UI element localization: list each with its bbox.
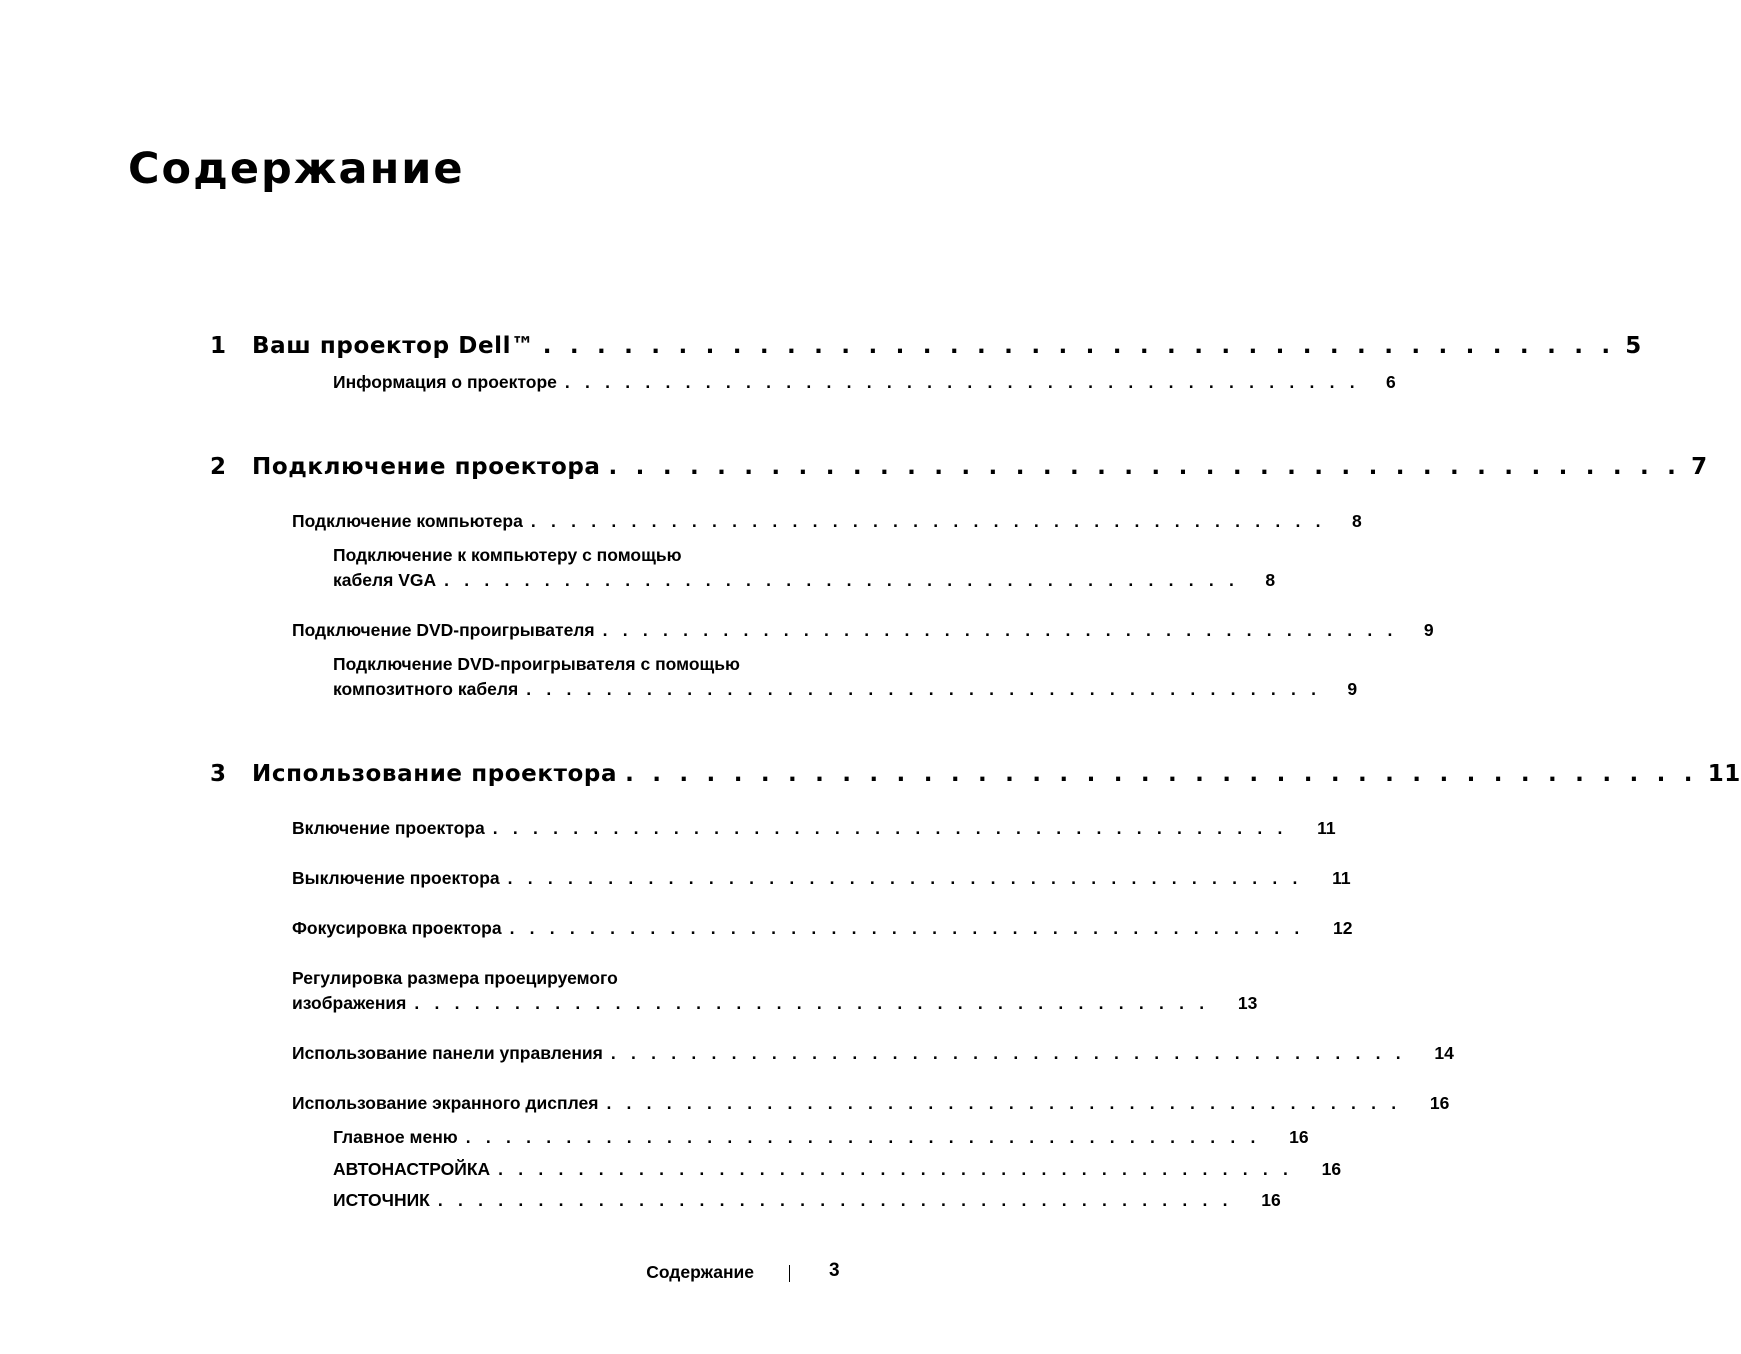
entry-page-number: 9 — [1423, 620, 1434, 640]
entry-page-number: 13 — [1237, 993, 1258, 1013]
entry-title: композитного кабеля — [333, 679, 519, 699]
entry-title: Информация о проекторе — [333, 372, 557, 392]
leader-dots: . . . . . . . . . . . . . . . . . . . . . . . . . . . . . . . . . . . . . . . . — [414, 993, 1210, 1013]
toc-entry[interactable] — [292, 1043, 1454, 1064]
chapter-page-number: 5 — [1625, 333, 1642, 359]
leader-dots: . . . . . . . . . . . . . . . . . . . . . . . . . . . . . . . . . . . . . . . . — [498, 1159, 1294, 1179]
entry-title: Выключение проектора — [292, 868, 500, 888]
leader-dots: . . . . . . . . . . . . . . . . . . . . . . . . . . . . . . . . . . . . . . . . — [509, 918, 1305, 938]
entry-title: Использование экранного дисплея — [292, 1093, 599, 1113]
chapter-number: 3 — [210, 761, 227, 787]
entry-title-line: Регулировка размера проецируемого — [292, 968, 618, 988]
toc-entry[interactable] — [292, 620, 1434, 641]
entry-page-number: 16 — [1321, 1159, 1342, 1179]
chapter-page-number: 11 — [1707, 761, 1741, 787]
chapter-title: Ваш проектор Dell™ — [252, 333, 535, 359]
entry-title: Использование панели управления — [292, 1043, 603, 1063]
toc-entry[interactable] — [333, 679, 1358, 700]
entry-page-number: 9 — [1347, 679, 1358, 699]
entry-title: Включение проектора — [292, 818, 485, 838]
leader-dots: . . . . . . . . . . . . . . . . . . . . . . . . . . . . . . . . . . . . . . . . — [526, 679, 1322, 699]
toc-entry[interactable] — [292, 918, 1353, 939]
leader-dots: . . . . . . . . . . . . . . . . . . . . . . . . . . . . . . . . . . . . . . . . — [606, 1093, 1402, 1113]
chapter-number: 2 — [210, 454, 227, 480]
leader-dots: . . . . . . . . . . . . . . . . . . . . . . . . . . . . . . . . . . . . . . . . — [507, 868, 1303, 888]
entry-title: Подключение DVD-проигрывателя — [292, 620, 595, 640]
leader-dots: . . . . . . . . . . . . . . . . . . . . . . . . . . . . . . . . . . . . . . . . — [437, 1190, 1233, 1210]
entry-title: Главное меню — [333, 1127, 458, 1147]
leader-dots: . . . . . . . . . . . . . . . . . . . . . . . . . . . . . . . . . . . . . . . . — [465, 1127, 1261, 1147]
leader-dots: . . . . . . . . . . . . . . . . . . . . . . . . . . . . . . . . . . . . . . . . — [610, 1043, 1406, 1063]
toc-entry[interactable] — [333, 1127, 1309, 1148]
toc-entry[interactable] — [292, 1093, 1450, 1114]
leader-dots: . . . . . . . . . . . . . . . . . . . . . . . . . . . . . . . . . . . . . . . . — [564, 372, 1360, 392]
entry-page-number: 11 — [1317, 818, 1336, 838]
entry-page-number: 12 — [1333, 918, 1353, 938]
entry-title: кабеля VGA — [333, 570, 437, 590]
entry-title: АВТОНАСТРОЙКА — [333, 1159, 491, 1179]
toc-entry[interactable] — [292, 511, 1362, 532]
entry-title: изображения — [292, 993, 407, 1013]
leader-dots: . . . . . . . . . . . . . . . . . . . . . . . . . . . . . . . . . . . . . . . . — [625, 761, 1698, 787]
entry-title-line: Подключение DVD-проигрывателя с помощью — [333, 654, 740, 674]
entry-page-number: 16 — [1261, 1190, 1281, 1210]
toc-entry[interactable] — [292, 993, 1258, 1014]
entry-title: Фокусировка проектора — [292, 918, 502, 938]
leader-dots: . . . . . . . . . . . . . . . . . . . . . . . . . . . . . . . . . . . . . . . . — [530, 511, 1326, 531]
toc-entry[interactable] — [333, 1159, 1342, 1180]
leader-dots: . . . . . . . . . . . . . . . . . . . . . . . . . . . . . . . . . . . . . . . . — [444, 570, 1240, 590]
entry-title: ИСТОЧНИК — [333, 1190, 430, 1210]
entry-page-number: 8 — [1265, 570, 1276, 590]
entry-page-number: 6 — [1386, 372, 1396, 392]
footer-separator — [789, 1265, 790, 1282]
toc-entry[interactable] — [292, 818, 1336, 839]
toc-chapter-1[interactable] — [210, 333, 1642, 359]
entry-page-number: 14 — [1434, 1043, 1454, 1063]
entry-page-number: 8 — [1352, 511, 1362, 531]
entry-page-number: 11 — [1332, 868, 1351, 888]
chapter-page-number: 7 — [1691, 454, 1708, 480]
entry-page-number: 16 — [1429, 1093, 1450, 1113]
toc-chapter-2[interactable] — [210, 454, 1708, 480]
chapter-title: Использование проектора — [252, 761, 618, 787]
leader-dots: . . . . . . . . . . . . . . . . . . . . . . . . . . . . . . . . . . . . . . . . — [608, 454, 1682, 480]
leader-dots: . . . . . . . . . . . . . . . . . . . . . . . . . . . . . . . . . . . . . . . . — [602, 620, 1398, 640]
entry-page-number: 16 — [1289, 1127, 1309, 1147]
chapter-number: 1 — [210, 333, 227, 359]
leader-dots: . . . . . . . . . . . . . . . . . . . . . . . . . . . . . . . . . . . . . . . . — [542, 333, 1616, 359]
entry-title-line: Подключение к компьютеру с помощью — [333, 545, 682, 565]
entry-title: Подключение компьютера — [292, 511, 523, 531]
footer-section-label: Содержание — [646, 1262, 754, 1282]
chapter-title: Подключение проектора — [252, 454, 601, 480]
leader-dots: . . . . . . . . . . . . . . . . . . . . . . . . . . . . . . . . . . . . . . . . — [492, 818, 1288, 838]
toc-entry[interactable] — [292, 868, 1351, 889]
footer-page-number: 3 — [829, 1260, 840, 1281]
toc-entry[interactable] — [333, 1190, 1281, 1211]
toc-entry[interactable] — [333, 570, 1276, 591]
toc-entry[interactable] — [333, 372, 1396, 393]
page-title: Содержание — [128, 144, 465, 194]
toc-chapter-3[interactable] — [210, 761, 1741, 787]
